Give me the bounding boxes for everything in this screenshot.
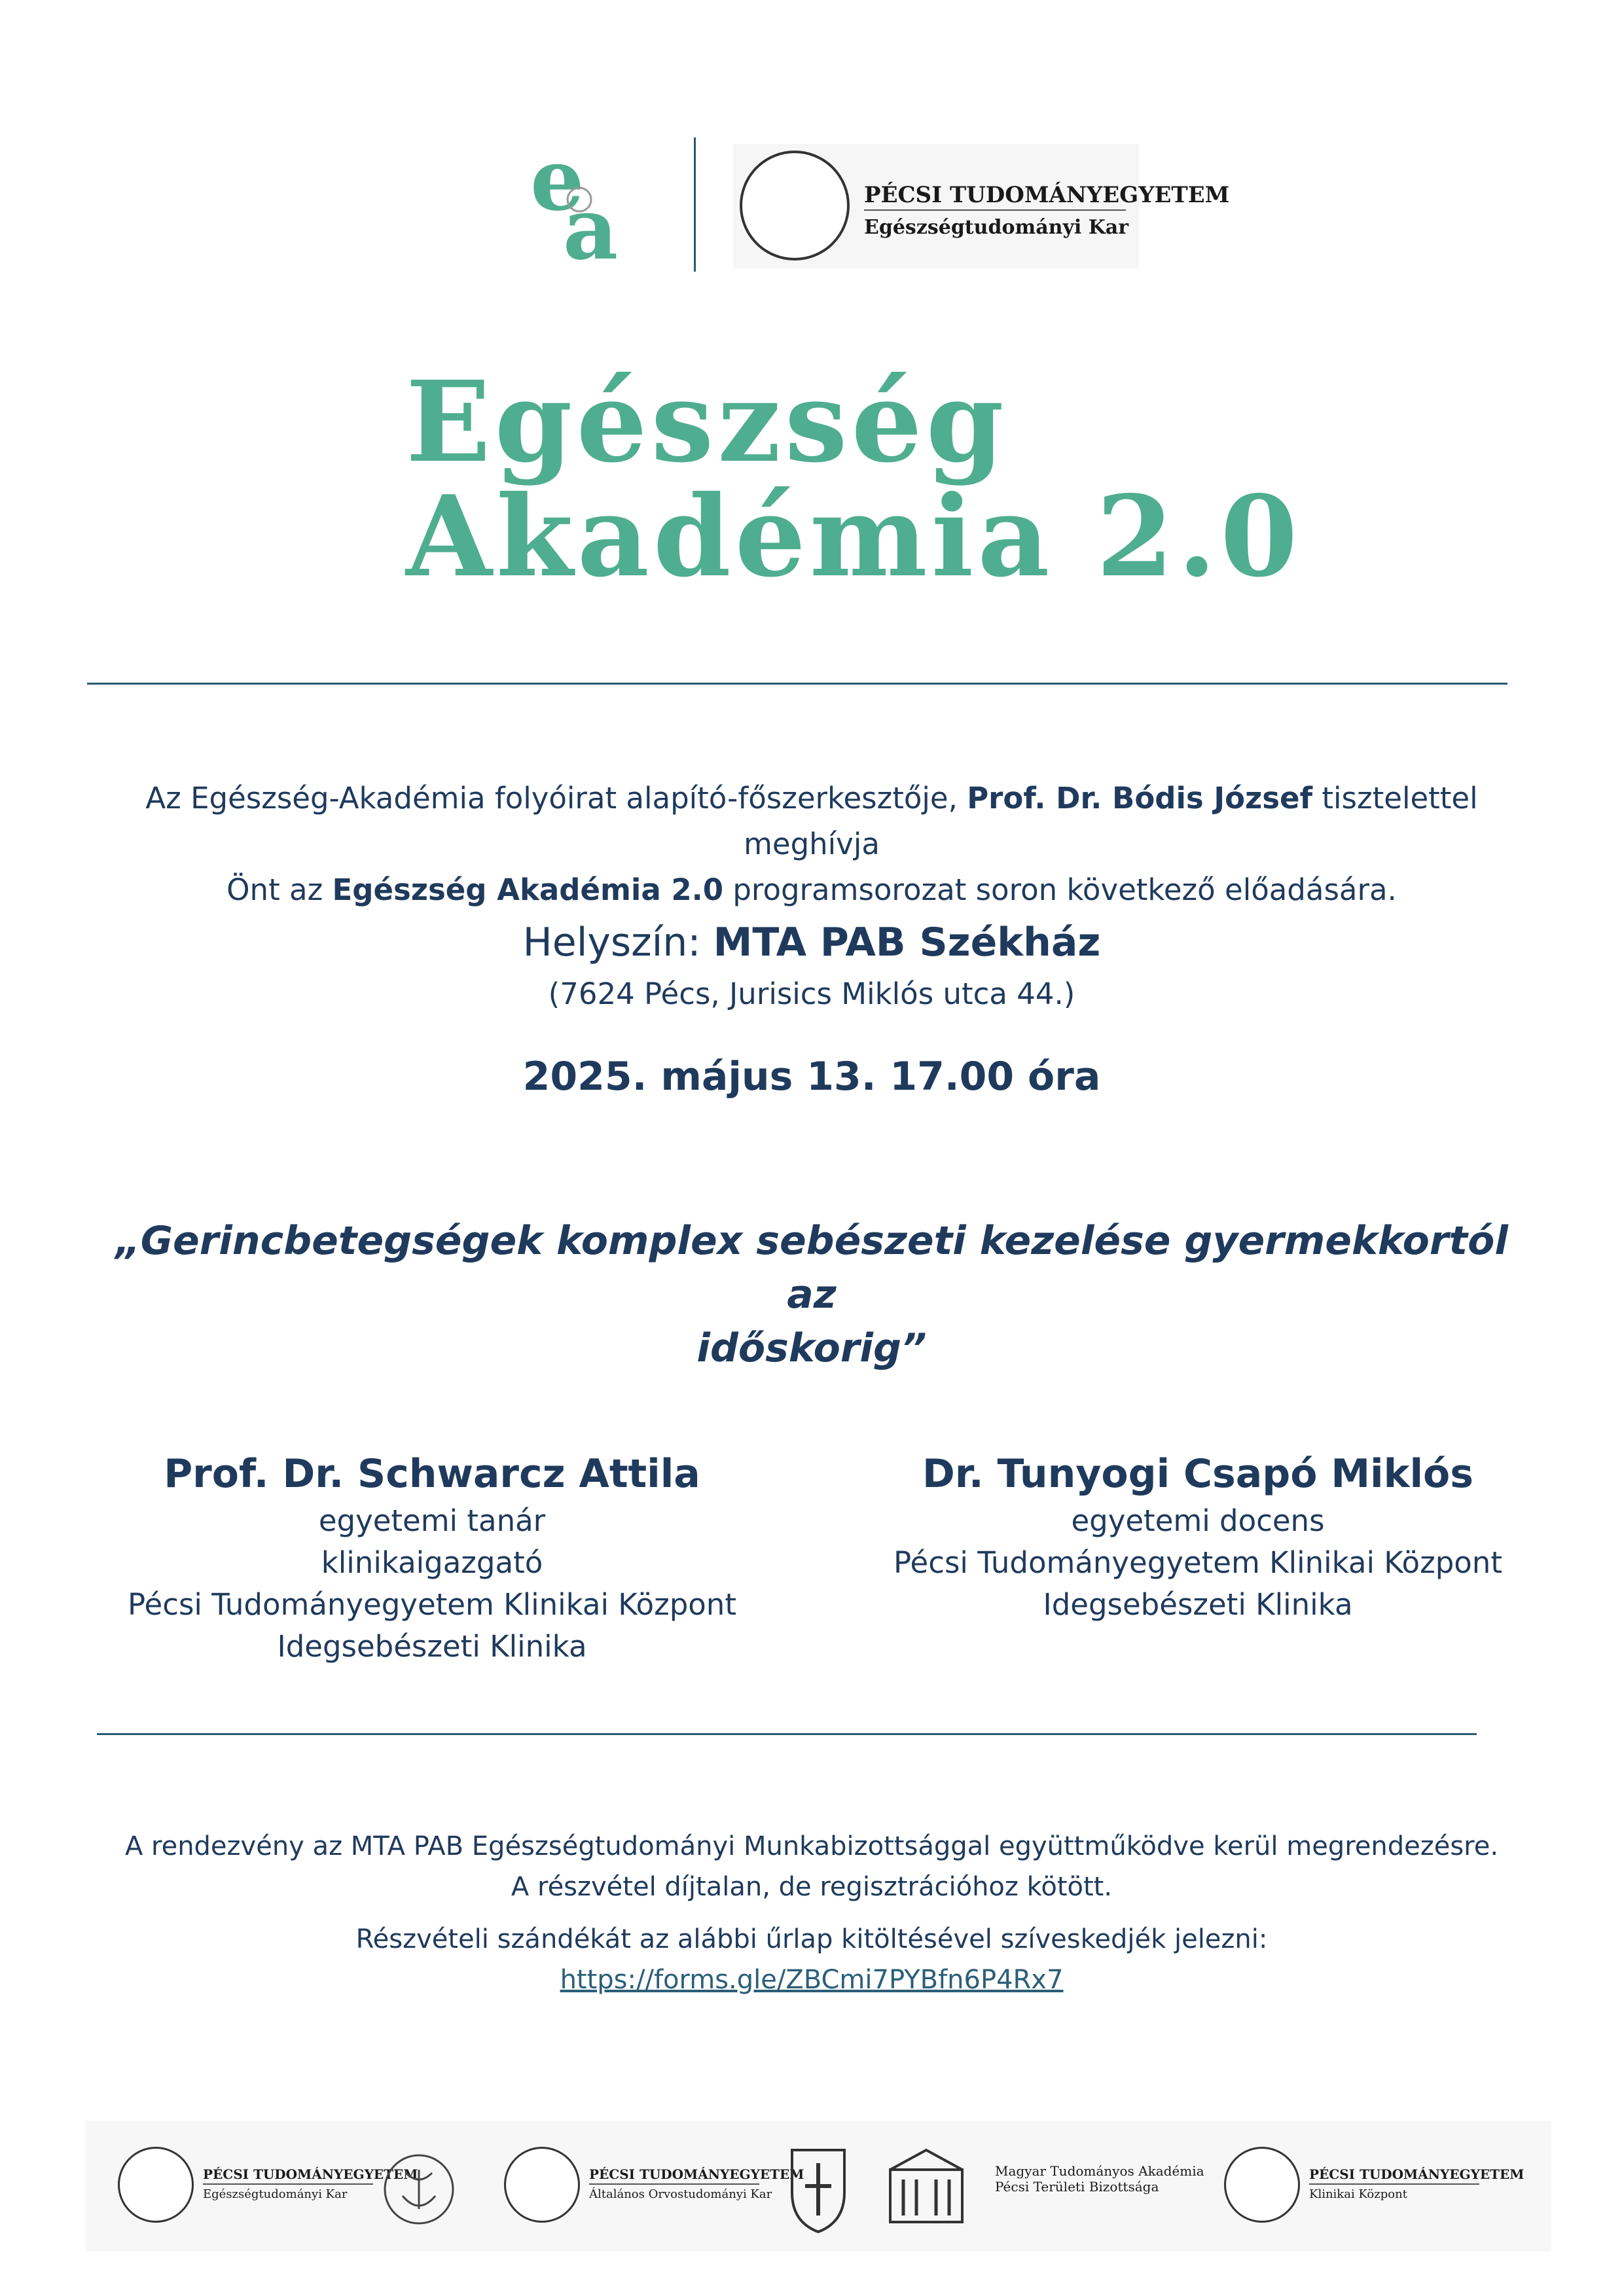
speaker-name: Prof. Dr. Schwarcz Attila bbox=[164, 1451, 700, 1497]
logo-mta-pab bbox=[995, 2163, 1204, 2195]
lecture-title bbox=[92, 1214, 1532, 1375]
registration-note: A részvétel díjtalan, de regisztrációhoz kötött. bbox=[511, 1872, 1113, 1902]
header-divider bbox=[694, 137, 696, 272]
speaker-clinic: Idegsebészeti Klinika bbox=[1043, 1587, 1353, 1622]
speaker-name: Dr. Tunyogi Csapó Miklós bbox=[922, 1451, 1473, 1497]
speaker-clinic: Idegsebészeti Klinika bbox=[277, 1629, 587, 1664]
logo-name: Magyar Tudományos Akadémia bbox=[995, 2163, 1204, 2179]
lecture-title-line-1: „Gerincbetegségek komplex sebészeti kezelése gyermekkortól az bbox=[115, 1218, 1508, 1318]
title-line-2: Akadémia 2.0 bbox=[406, 471, 1302, 602]
logo-sub: Klinikai Központ bbox=[1309, 2187, 1407, 2201]
venue-name: MTA PAB Székház bbox=[713, 920, 1101, 965]
speaker-institution: Pécsi Tudományegyetem Klinikai Központ bbox=[893, 1545, 1502, 1580]
intro-text-3: Önt az bbox=[226, 872, 333, 907]
logo-sub: Egészségtudományi Kar bbox=[203, 2187, 348, 2201]
venue bbox=[92, 920, 1532, 965]
logo-sub: Pécsi Területi Bizottsága bbox=[995, 2179, 1159, 2195]
university-name: PÉCSI TUDOMÁNYEGYETEM bbox=[864, 182, 1230, 208]
university-seal-icon bbox=[504, 2147, 580, 2223]
title-line-1: Egészség bbox=[406, 357, 1008, 488]
svg-text:a: a bbox=[563, 179, 619, 268]
logo-rule bbox=[864, 209, 1126, 211]
partner-logos bbox=[85, 2121, 1551, 2251]
registration-instruction: Részvételi szándékát az alábbi űrlap kitöltésével szíveskedjék jelezni: bbox=[355, 1924, 1268, 1954]
logo-rule bbox=[203, 2183, 373, 2185]
speaker-role: klinikaigazgató bbox=[321, 1545, 543, 1580]
intro-text-1: Az Egészség-Akadémia folyóirat alapító-főszerkesztője, bbox=[145, 781, 967, 816]
logo-sub: Általános Orvostudományi Kar bbox=[589, 2187, 772, 2201]
venue-address: (7624 Pécs, Jurisics Miklós utca 44.) bbox=[548, 977, 1075, 1011]
intro-text-2: tisztelettel meghívja bbox=[744, 781, 1478, 861]
egeszseg-akademia-logo bbox=[524, 137, 655, 268]
logo-rule bbox=[589, 2183, 759, 2185]
speaker-institution: Pécsi Tudományegyetem Klinikai Központ bbox=[128, 1587, 736, 1622]
event-date: 2025. május 13. 17.00 óra bbox=[522, 1054, 1101, 1100]
logo-name: PÉCSI TUDOMÁNYEGYETEM bbox=[1309, 2166, 1525, 2182]
svg-text:e: e bbox=[530, 137, 585, 230]
logo-name: PÉCSI TUDOMÁNYEGYETEM bbox=[589, 2166, 804, 2182]
venue-label: Helyszín: bbox=[522, 920, 713, 965]
speaker-title: egyetemi docens bbox=[1071, 1503, 1325, 1538]
logo-rule bbox=[1309, 2183, 1479, 2185]
organizer-note: A rendezvény az MTA PAB Egészségtudományi Munkabizottsággal együttműködve kerül megrendezésre. bbox=[124, 1831, 1499, 1861]
host-name: Prof. Dr. Bódis József bbox=[967, 781, 1313, 816]
intro-text-4: programsorozat soron következő előadására. bbox=[723, 872, 1397, 907]
divider-bottom bbox=[97, 1733, 1477, 1735]
university-seal-icon bbox=[1224, 2147, 1300, 2223]
divider-top bbox=[87, 683, 1507, 685]
footer-info bbox=[92, 1826, 1532, 2000]
pte-faculty-logo bbox=[733, 144, 1230, 268]
registration-form-link[interactable]: https://forms.gle/ZBCmi7PYBfn6P4Rx7 bbox=[560, 1965, 1064, 1995]
speaker-title: egyetemi tanár bbox=[318, 1503, 546, 1538]
university-seal-icon bbox=[740, 151, 850, 260]
speaker-card bbox=[818, 1448, 1578, 1626]
university-seal-icon bbox=[118, 2147, 194, 2223]
logo-name: PÉCSI TUDOMÁNYEGYETEM bbox=[203, 2166, 418, 2182]
shield-crest-icon bbox=[779, 2140, 857, 2238]
faculty-name: Egészségtudományi Kar bbox=[864, 216, 1129, 239]
lecture-title-line-2: időskorig” bbox=[696, 1325, 927, 1371]
program-name: Egészség Akadémia 2.0 bbox=[332, 872, 724, 907]
academy-building-icon bbox=[884, 2144, 969, 2229]
speaker-card bbox=[52, 1448, 812, 1668]
figure-emblem-icon bbox=[380, 2150, 458, 2229]
invitation-text bbox=[92, 776, 1532, 913]
